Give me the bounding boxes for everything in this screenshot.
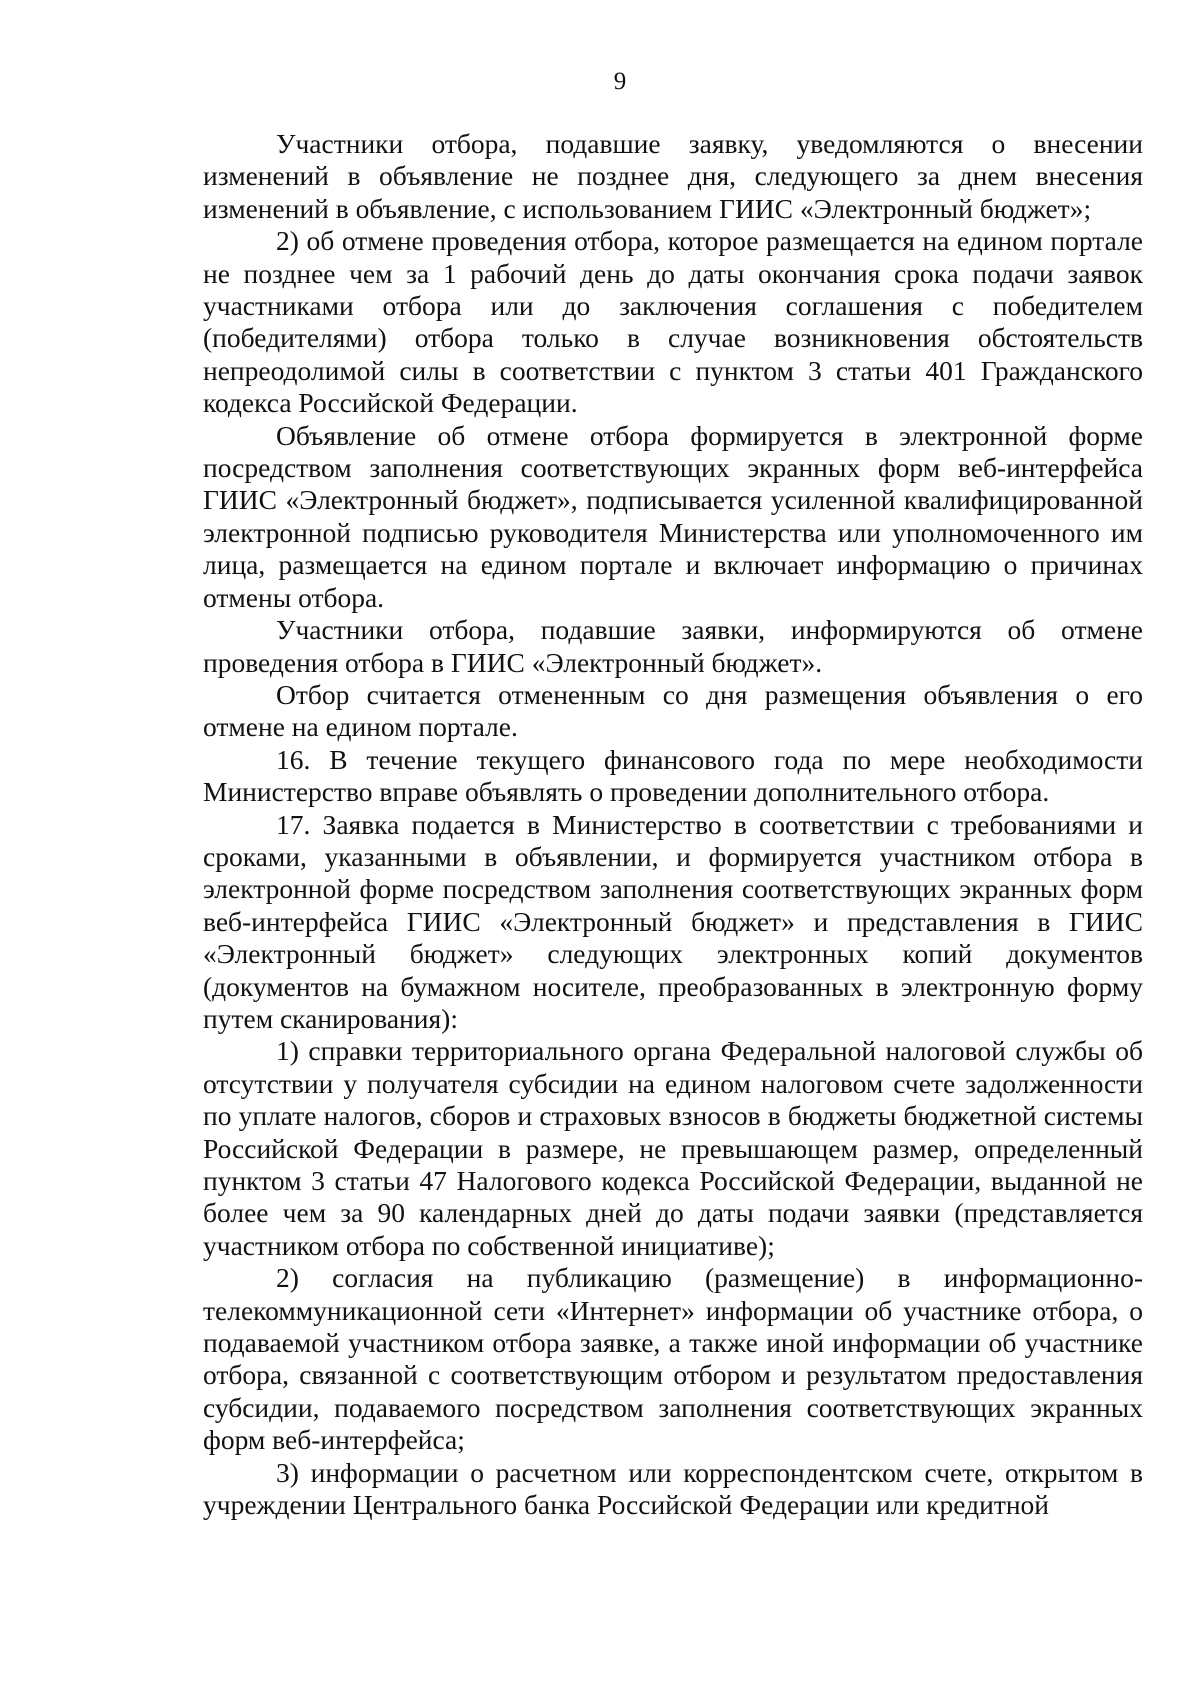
paragraph-participants-informed: Участники отбора, подавшие заявки, информируются об отмене проведения отбора в ГИИС «Электронный бюджет». xyxy=(203,614,1143,678)
paragraph-selection-cancelled: Отбор считается отмененным со дня размещения объявления о его отмене на едином портале. xyxy=(203,678,1143,743)
page-number: 9 xyxy=(613,68,627,95)
paragraph-subitem-2: 2) согласия на публикацию (размещение) в информационно-телекоммуникационной сети «Интернет» информации об участнике отбора, о подаваемой участником отбора заявке, а также иной информации об участнике отбора, связанной с соответствующим отбором и результатом предоставления субсидии, подаваемого посредством заполнения соответствующих экранных форм веб-интерфейса; xyxy=(203,1262,1143,1456)
paragraph-subitem-1: 1) справки территориального органа Федеральной налоговой службы об отсутствии у получателя субсидии на едином налоговом счете задолженности по уплате налогов, сборов и страховых взносов в бюджеты бюджетной системы Российской Федерации в размере, не превышающем размер, определенный пунктом 3 статьи 47 Налогового кодекса Российской Федерации, выданной не более чем за 90 календарных дней до даты подачи заявки (представляется участником отбора по собственной инициативе); xyxy=(203,1035,1143,1261)
paragraph-item-17: 17. Заявка подается в Министерство в соответствии с требованиями и сроками, указанными в объявлении, и формируется участником отбора в электронной форме посредством заполнения соответствующих экранных форм веб-интерфейса ГИИС «Электронный бюджет» и представления в ГИИС «Электронный бюджет» следующих электронных копий документов (документов на бумажном носителе, преобразованных в электронную форму путем сканирования): xyxy=(203,808,1143,1034)
paragraph-item-16: 16. В течение текущего финансового года по мере необходимости Министерство вправе объявлять о проведении дополнительного отбора. xyxy=(203,743,1143,808)
paragraph-notice-changes: Участники отбора, подавшие заявку, уведомляются о внесении изменений в объявление не позднее дня, следующего за днем внесения изменений в объявление, с использованием ГИИС «Электронный бюджет»; xyxy=(203,128,1143,224)
paragraph-cancellation-item-2: 2) об отмене проведения отбора, которое размещается на едином портале не позднее чем за 1 рабочий день до даты окончания срока подачи заявок участниками отбора или до заключения соглашения с победителем (победителями) отбора только в случае возникновения обстоятельств непреодолимой силы в соответствии с пунктом 3 статьи 401 Гражданского кодекса Российской Федерации. xyxy=(203,225,1143,419)
paragraph-cancellation-announcement: Объявление об отмене отбора формируется в электронной форме посредством заполнения соответствующих экранных форм веб-интерфейса ГИИС «Электронный бюджет», подписывается усиленной квалифицированной электронной подписью руководителя Министерства или уполномоченного им лица, размещается на едином портале и включает информацию о причинах отмены отбора. xyxy=(203,419,1143,613)
document-body xyxy=(203,128,1143,1521)
paragraph-subitem-3: 3) информации о расчетном или корреспондентском счете, открытом в учреждении Центрального банка Российской Федерации или кредитной xyxy=(203,1456,1143,1521)
